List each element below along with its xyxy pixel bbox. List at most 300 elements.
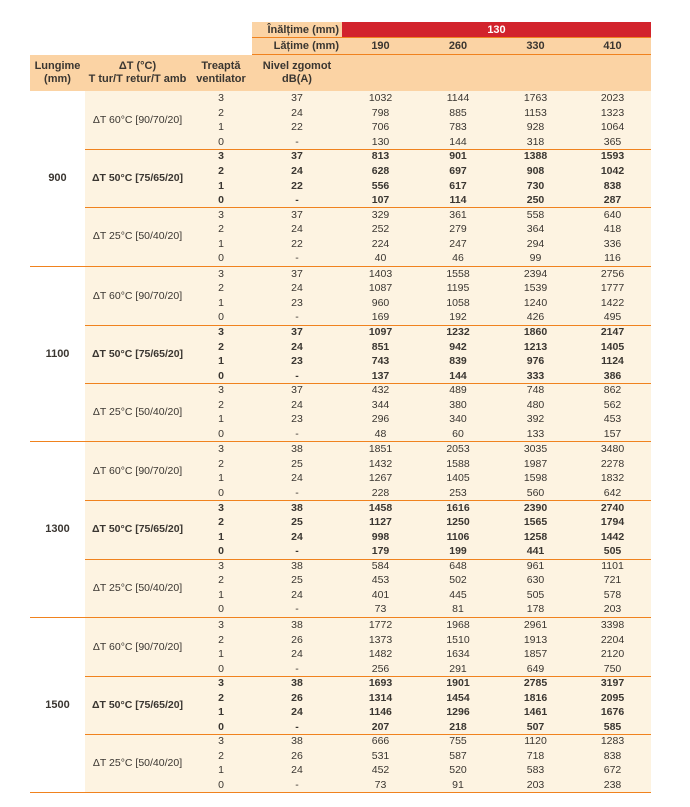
fan-stage-cell: 0	[190, 602, 252, 617]
fan-stage-cell: 2	[190, 632, 252, 647]
output-value-cell: 1851	[342, 442, 419, 457]
fan-stage-cell: 0	[190, 486, 252, 501]
noise-level-cell: 25	[252, 573, 342, 588]
fan-stage-cell: 2	[190, 690, 252, 705]
output-value-cell: 507	[497, 720, 574, 735]
output-value-cell: 1565	[497, 515, 574, 530]
output-value-cell: 1432	[342, 457, 419, 472]
fan-stage-cell: 3	[190, 383, 252, 398]
fan-stage-cell: 1	[190, 178, 252, 193]
output-value-cell: 294	[497, 236, 574, 251]
output-value-cell: 453	[342, 573, 419, 588]
output-value-cell: 445	[419, 588, 497, 603]
section-divider	[85, 559, 651, 560]
delta-t-label: ΔT 50°C [75/65/20]	[85, 149, 190, 207]
output-value-cell: 2756	[574, 267, 651, 282]
section-divider	[85, 383, 651, 384]
fan-stage-cell: 1	[190, 354, 252, 369]
output-value-cell: 133	[497, 427, 574, 442]
output-value-cell: 1794	[574, 515, 651, 530]
column-header-empty	[497, 55, 574, 91]
fan-stage-cell: 0	[190, 427, 252, 442]
output-value-cell: 279	[419, 222, 497, 237]
output-value-cell: 1124	[574, 354, 651, 369]
table-body	[30, 91, 651, 793]
output-value-cell: 560	[497, 486, 574, 501]
output-value-cell: 1588	[419, 457, 497, 472]
output-value-cell: 1144	[419, 91, 497, 106]
noise-level-cell: 26	[252, 749, 342, 764]
length-cell: 1100	[30, 267, 85, 442]
section-divider	[85, 676, 651, 677]
output-value-cell: 107	[342, 193, 419, 208]
output-value-cell: 1454	[419, 690, 497, 705]
noise-level-cell: -	[252, 661, 342, 676]
column-header-empty	[419, 55, 497, 91]
noise-level-cell: 38	[252, 676, 342, 691]
output-value-cell: 169	[342, 310, 419, 325]
output-value-cell: 48	[342, 427, 419, 442]
output-value-cell: 901	[419, 149, 497, 164]
output-value-cell: 748	[497, 383, 574, 398]
output-value-cell: 885	[419, 106, 497, 121]
output-value-cell: 1314	[342, 690, 419, 705]
output-value-cell: 1777	[574, 281, 651, 296]
fan-stage-cell: 2	[190, 515, 252, 530]
fan-stage-cell: 2	[190, 749, 252, 764]
output-value-cell: 144	[419, 135, 497, 150]
output-value-cell: 99	[497, 251, 574, 266]
output-value-cell: 1539	[497, 281, 574, 296]
fan-stage-cell: 3	[190, 618, 252, 633]
output-value-cell: 1461	[497, 705, 574, 720]
output-value-cell: 1373	[342, 632, 419, 647]
output-value-cell: 1323	[574, 106, 651, 121]
noise-level-cell: -	[252, 368, 342, 383]
fan-stage-cell: 1	[190, 705, 252, 720]
output-value-cell: 1405	[419, 471, 497, 486]
fan-stage-cell: 3	[190, 267, 252, 282]
output-value-cell: 783	[419, 120, 497, 135]
output-value-cell: 203	[497, 778, 574, 793]
noise-level-cell: 23	[252, 296, 342, 311]
noise-level-cell: 37	[252, 383, 342, 398]
output-value-cell: 630	[497, 573, 574, 588]
fan-stage-cell: 3	[190, 207, 252, 222]
noise-level-cell: 24	[252, 339, 342, 354]
width-value: 330	[497, 38, 574, 55]
fan-stage-cell: 2	[190, 457, 252, 472]
fan-stage-cell: 3	[190, 500, 252, 515]
delta-t-label: ΔT 60°C [90/70/20]	[85, 267, 190, 325]
noise-level-cell: -	[252, 135, 342, 150]
column-header-length: Lungime (mm)	[34, 60, 81, 85]
noise-level-cell: 24	[252, 529, 342, 544]
output-value-cell: 1901	[419, 676, 497, 691]
output-value-cell: 2785	[497, 676, 574, 691]
output-value-cell: 556	[342, 178, 419, 193]
output-value-cell: 178	[497, 602, 574, 617]
output-value-cell: 838	[574, 178, 651, 193]
output-value-cell: 3035	[497, 442, 574, 457]
noise-level-cell: 37	[252, 91, 342, 106]
fan-stage-cell: 3	[190, 325, 252, 340]
output-value-cell: 2961	[497, 618, 574, 633]
noise-level-cell: 22	[252, 120, 342, 135]
output-value-cell: 584	[342, 559, 419, 574]
output-value-cell: 1058	[419, 296, 497, 311]
output-value-cell: 1816	[497, 690, 574, 705]
noise-level-cell: 37	[252, 149, 342, 164]
output-value-cell: 1510	[419, 632, 497, 647]
spec-table	[30, 22, 651, 793]
header-spacer	[30, 22, 252, 38]
output-value-cell: 1482	[342, 647, 419, 662]
noise-level-cell: 24	[252, 106, 342, 121]
output-value-cell: 648	[419, 559, 497, 574]
fan-stage-cell: 3	[190, 91, 252, 106]
column-header-noise-level: Nivel zgomot dB(A)	[262, 60, 332, 85]
output-value-cell: 137	[342, 368, 419, 383]
delta-t-label: ΔT 50°C [75/65/20]	[85, 500, 190, 558]
output-value-cell: 287	[574, 193, 651, 208]
output-value-cell: 291	[419, 661, 497, 676]
output-value-cell: 587	[419, 749, 497, 764]
fan-stage-cell: 2	[190, 106, 252, 121]
output-value-cell: 1616	[419, 500, 497, 515]
output-value-cell: 1195	[419, 281, 497, 296]
output-value-cell: 908	[497, 164, 574, 179]
output-value-cell: 1250	[419, 515, 497, 530]
output-value-cell: 998	[342, 529, 419, 544]
output-value-cell: 585	[574, 720, 651, 735]
output-value-cell: 3197	[574, 676, 651, 691]
output-value-cell: 2053	[419, 442, 497, 457]
width-label: Lățime (mm)	[252, 38, 342, 55]
output-value-cell: 207	[342, 720, 419, 735]
length-cell: 1300	[30, 442, 85, 617]
output-value-cell: 247	[419, 236, 497, 251]
output-value-cell: 73	[342, 602, 419, 617]
output-value-cell: 755	[419, 734, 497, 749]
noise-level-cell: -	[252, 602, 342, 617]
output-value-cell: 642	[574, 486, 651, 501]
output-value-cell: 340	[419, 412, 497, 427]
fan-stage-cell: 0	[190, 661, 252, 676]
delta-t-label: ΔT 50°C [75/65/20]	[85, 676, 190, 734]
width-header-row	[30, 38, 651, 55]
noise-level-cell: 23	[252, 354, 342, 369]
output-value-cell: 380	[419, 397, 497, 412]
output-value-cell: 1101	[574, 559, 651, 574]
fan-stage-cell: 1	[190, 412, 252, 427]
output-value-cell: 743	[342, 354, 419, 369]
noise-level-cell: 24	[252, 763, 342, 778]
output-value-cell: 583	[497, 763, 574, 778]
output-value-cell: 531	[342, 749, 419, 764]
fan-stage-cell: 0	[190, 544, 252, 559]
fan-stage-cell: 0	[190, 251, 252, 266]
fan-stage-cell: 0	[190, 720, 252, 735]
output-value-cell: 1213	[497, 339, 574, 354]
output-value-cell: 1042	[574, 164, 651, 179]
noise-level-cell: 24	[252, 222, 342, 237]
fan-stage-cell: 1	[190, 529, 252, 544]
height-label: Înălțime (mm)	[252, 22, 342, 38]
fan-stage-cell: 0	[190, 368, 252, 383]
noise-level-cell: 24	[252, 588, 342, 603]
fan-stage-cell: 2	[190, 164, 252, 179]
column-header-fan-stage: Treaptă ventilator	[196, 60, 246, 85]
output-value-cell: 505	[574, 544, 651, 559]
output-value-cell: 1120	[497, 734, 574, 749]
output-value-cell: 250	[497, 193, 574, 208]
output-value-cell: 333	[497, 368, 574, 383]
output-value-cell: 2120	[574, 647, 651, 662]
output-value-cell: 426	[497, 310, 574, 325]
fan-stage-cell: 3	[190, 149, 252, 164]
output-value-cell: 495	[574, 310, 651, 325]
noise-level-cell: 24	[252, 647, 342, 662]
output-value-cell: 1458	[342, 500, 419, 515]
output-value-cell: 617	[419, 178, 497, 193]
output-value-cell: 813	[342, 149, 419, 164]
output-value-cell: 1676	[574, 705, 651, 720]
section-divider	[85, 500, 651, 501]
noise-level-cell: 37	[252, 325, 342, 340]
output-value-cell: 1558	[419, 267, 497, 282]
output-value-cell: 114	[419, 193, 497, 208]
output-value-cell: 453	[574, 412, 651, 427]
output-value-cell: 706	[342, 120, 419, 135]
output-value-cell: 3480	[574, 442, 651, 457]
output-value-cell: 928	[497, 120, 574, 135]
noise-level-cell: 26	[252, 632, 342, 647]
output-value-cell: 480	[497, 397, 574, 412]
output-value-cell: 1405	[574, 339, 651, 354]
output-value-cell: 851	[342, 339, 419, 354]
fan-stage-cell: 1	[190, 471, 252, 486]
column-header-delta-t: ΔT (°C) T tur/T retur/T amb	[88, 60, 187, 85]
output-value-cell: 224	[342, 236, 419, 251]
delta-t-label: ΔT 25°C [50/40/20]	[85, 559, 190, 617]
delta-t-label: ΔT 50°C [75/65/20]	[85, 325, 190, 383]
output-value-cell: 361	[419, 207, 497, 222]
output-value-cell: 721	[574, 573, 651, 588]
noise-level-cell: -	[252, 427, 342, 442]
output-value-cell: 750	[574, 661, 651, 676]
section-divider	[85, 149, 651, 150]
noise-level-cell: 38	[252, 500, 342, 515]
output-value-cell: 1388	[497, 149, 574, 164]
output-value-cell: 1106	[419, 529, 497, 544]
output-value-cell: 401	[342, 588, 419, 603]
output-value-cell: 2147	[574, 325, 651, 340]
noise-level-cell: -	[252, 544, 342, 559]
fan-stage-cell: 0	[190, 310, 252, 325]
fan-stage-cell: 0	[190, 193, 252, 208]
output-value-cell: 1968	[419, 618, 497, 633]
output-value-cell: 386	[574, 368, 651, 383]
output-value-cell: 81	[419, 602, 497, 617]
output-value-cell: 2740	[574, 500, 651, 515]
output-value-cell: 60	[419, 427, 497, 442]
noise-level-cell: 37	[252, 207, 342, 222]
header-spacer	[30, 38, 252, 55]
output-value-cell: 697	[419, 164, 497, 179]
fan-stage-cell: 3	[190, 559, 252, 574]
width-value: 190	[342, 38, 419, 55]
delta-t-label: ΔT 60°C [90/70/20]	[85, 91, 190, 149]
output-value-cell: 942	[419, 339, 497, 354]
output-value-cell: 157	[574, 427, 651, 442]
output-value-cell: 839	[419, 354, 497, 369]
output-value-cell: 238	[574, 778, 651, 793]
output-value-cell: 1442	[574, 529, 651, 544]
output-value-cell: 1772	[342, 618, 419, 633]
output-value-cell: 838	[574, 749, 651, 764]
output-value-cell: 252	[342, 222, 419, 237]
output-value-cell: 730	[497, 178, 574, 193]
length-group	[30, 618, 651, 794]
output-value-cell: 1598	[497, 471, 574, 486]
fan-stage-cell: 2	[190, 573, 252, 588]
noise-level-cell: 24	[252, 705, 342, 720]
delta-t-label: ΔT 60°C [90/70/20]	[85, 618, 190, 676]
section-divider	[85, 734, 651, 735]
noise-level-cell: -	[252, 251, 342, 266]
fan-stage-cell: 2	[190, 397, 252, 412]
output-value-cell: 432	[342, 383, 419, 398]
output-value-cell: 256	[342, 661, 419, 676]
delta-t-label: ΔT 25°C [50/40/20]	[85, 383, 190, 441]
fan-stage-cell: 1	[190, 236, 252, 251]
output-value-cell: 2394	[497, 267, 574, 282]
output-value-cell: 218	[419, 720, 497, 735]
output-value-cell: 452	[342, 763, 419, 778]
output-value-cell: 116	[574, 251, 651, 266]
noise-level-cell: -	[252, 486, 342, 501]
output-value-cell: 296	[342, 412, 419, 427]
output-value-cell: 73	[342, 778, 419, 793]
noise-level-cell: -	[252, 778, 342, 793]
output-value-cell: 976	[497, 354, 574, 369]
fan-stage-cell: 1	[190, 296, 252, 311]
noise-level-cell: -	[252, 720, 342, 735]
output-value-cell: 1127	[342, 515, 419, 530]
output-value-cell: 1153	[497, 106, 574, 121]
output-value-cell: 418	[574, 222, 651, 237]
output-value-cell: 1240	[497, 296, 574, 311]
output-value-cell: 91	[419, 778, 497, 793]
output-value-cell: 441	[497, 544, 574, 559]
output-value-cell: 649	[497, 661, 574, 676]
output-value-cell: 192	[419, 310, 497, 325]
output-value-cell: 329	[342, 207, 419, 222]
output-value-cell: 489	[419, 383, 497, 398]
output-value-cell: 718	[497, 749, 574, 764]
fan-stage-cell: 1	[190, 763, 252, 778]
length-cell: 900	[30, 91, 85, 266]
output-value-cell: 46	[419, 251, 497, 266]
fan-stage-cell: 1	[190, 120, 252, 135]
fan-stage-cell: 2	[190, 281, 252, 296]
output-value-cell: 520	[419, 763, 497, 778]
width-value: 410	[574, 38, 651, 55]
output-value-cell: 1097	[342, 325, 419, 340]
output-value-cell: 1296	[419, 705, 497, 720]
length-group	[30, 442, 651, 618]
output-value-cell: 862	[574, 383, 651, 398]
output-value-cell: 1403	[342, 267, 419, 282]
output-value-cell: 2278	[574, 457, 651, 472]
noise-level-cell: 24	[252, 164, 342, 179]
output-value-cell: 562	[574, 397, 651, 412]
output-value-cell: 1258	[497, 529, 574, 544]
fan-stage-cell: 2	[190, 339, 252, 354]
noise-level-cell: 38	[252, 559, 342, 574]
height-header-row	[30, 22, 651, 38]
output-value-cell: 203	[574, 602, 651, 617]
noise-level-cell: -	[252, 193, 342, 208]
output-value-cell: 502	[419, 573, 497, 588]
output-value-cell: 628	[342, 164, 419, 179]
output-value-cell: 1763	[497, 91, 574, 106]
output-value-cell: 1913	[497, 632, 574, 647]
output-value-cell: 1064	[574, 120, 651, 135]
output-value-cell: 1146	[342, 705, 419, 720]
output-value-cell: 179	[342, 544, 419, 559]
output-value-cell: 392	[497, 412, 574, 427]
output-value-cell: 344	[342, 397, 419, 412]
output-value-cell: 1987	[497, 457, 574, 472]
output-value-cell: 3398	[574, 618, 651, 633]
noise-level-cell: 25	[252, 457, 342, 472]
fan-stage-cell: 0	[190, 135, 252, 150]
output-value-cell: 1693	[342, 676, 419, 691]
output-value-cell: 1422	[574, 296, 651, 311]
output-value-cell: 1283	[574, 734, 651, 749]
column-headers-row	[30, 55, 651, 91]
noise-level-cell: 22	[252, 236, 342, 251]
output-value-cell: 1593	[574, 149, 651, 164]
output-value-cell: 578	[574, 588, 651, 603]
output-value-cell: 672	[574, 763, 651, 778]
delta-t-label: ΔT 25°C [50/40/20]	[85, 734, 190, 792]
output-value-cell: 2390	[497, 500, 574, 515]
length-group	[30, 267, 651, 443]
output-value-cell: 1232	[419, 325, 497, 340]
output-value-cell: 505	[497, 588, 574, 603]
section-divider	[85, 325, 651, 326]
noise-level-cell: -	[252, 310, 342, 325]
noise-level-cell: 38	[252, 734, 342, 749]
output-value-cell: 1087	[342, 281, 419, 296]
noise-level-cell: 24	[252, 281, 342, 296]
noise-level-cell: 24	[252, 471, 342, 486]
section-divider	[85, 207, 651, 208]
output-value-cell: 1634	[419, 647, 497, 662]
noise-level-cell: 22	[252, 178, 342, 193]
output-value-cell: 1857	[497, 647, 574, 662]
output-value-cell: 40	[342, 251, 419, 266]
noise-level-cell: 37	[252, 267, 342, 282]
output-value-cell: 253	[419, 486, 497, 501]
output-value-cell: 228	[342, 486, 419, 501]
output-value-cell: 960	[342, 296, 419, 311]
output-value-cell: 1032	[342, 91, 419, 106]
column-header-empty	[342, 55, 419, 91]
